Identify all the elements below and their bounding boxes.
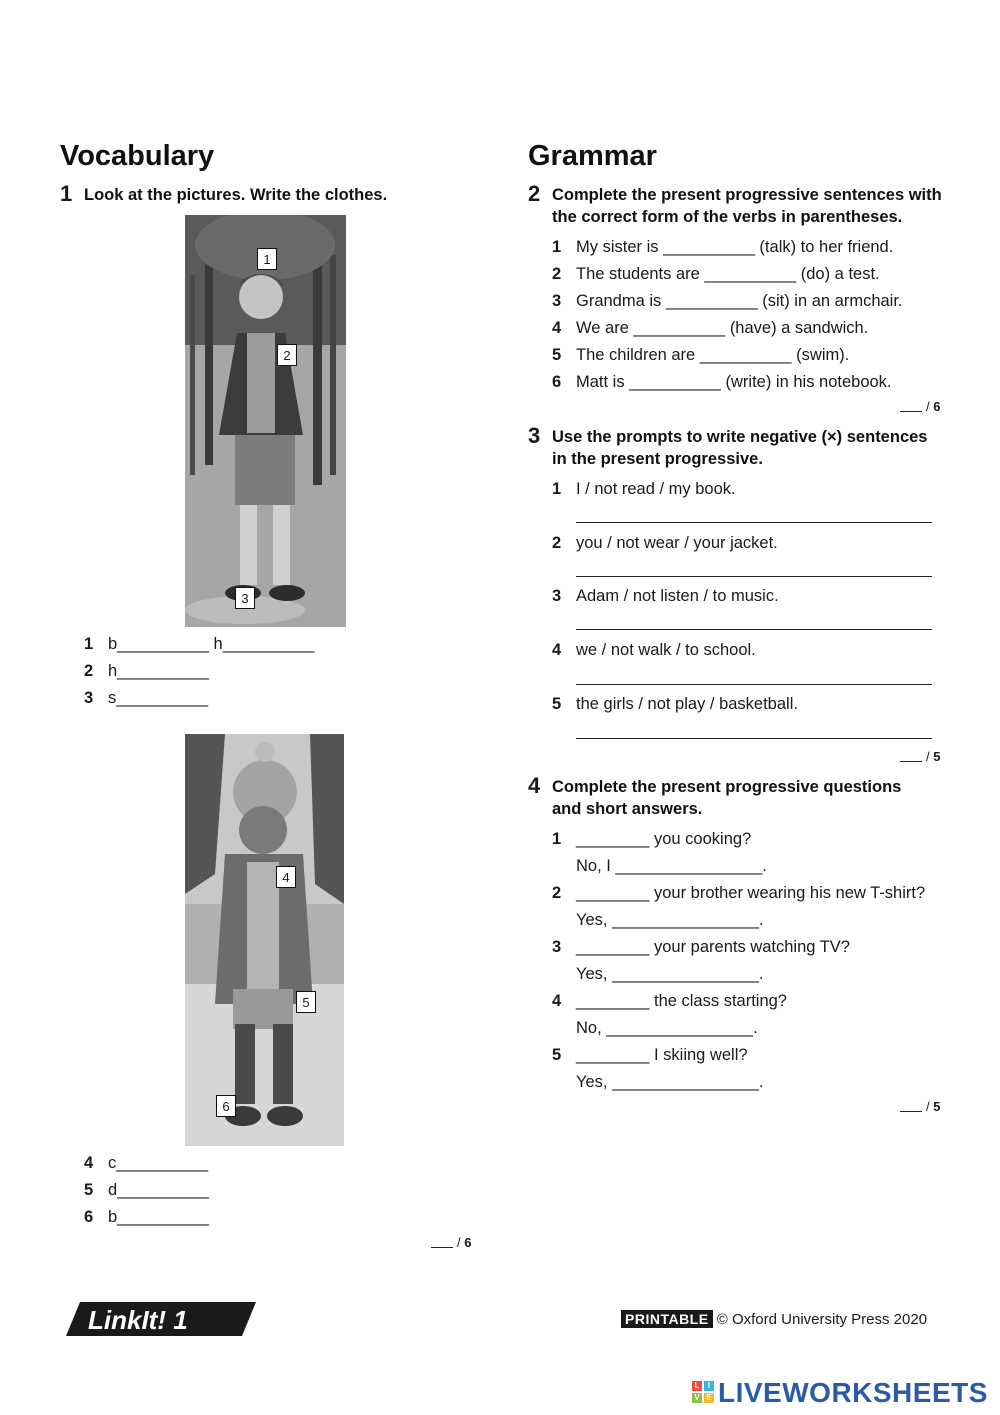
exercise-2-number: 2 [528, 181, 541, 206]
answer-line-3-5[interactable] [576, 738, 932, 739]
linkit-logo [66, 1300, 256, 1338]
exercise-1-number: 1 [60, 181, 73, 206]
grammar4-answer-4[interactable]: No, ________________. [576, 1019, 758, 1037]
exercise-3-number: 3 [528, 423, 541, 448]
exercise-4-number: 4 [528, 773, 541, 798]
printable-badge: PRINTABLE [621, 1310, 713, 1328]
grammar-heading: Grammar [528, 140, 657, 172]
exercise-2-instruction-line-2: the correct form of the verbs in parentheses. [552, 208, 903, 226]
grammar4-answer-1[interactable]: No, I ________________. [576, 857, 767, 875]
picture-label-5: 5 [296, 991, 316, 1013]
answer-line-3-1[interactable] [576, 522, 932, 523]
picture-label-4: 4 [276, 866, 296, 888]
boy-picture [185, 215, 346, 627]
exercise-4-instruction-line-1: Complete the present progressive questions [552, 778, 902, 796]
picture-label-3: 3 [235, 587, 255, 609]
liveworksheets-tile-icon: L I V E [692, 1381, 714, 1403]
girl-picture [185, 734, 344, 1146]
picture-label-1: 1 [257, 248, 277, 270]
exercise-4-instruction-line-2: and short answers. [552, 800, 703, 818]
answer-line-3-4[interactable] [576, 684, 932, 685]
svg-text:LinkIt! 1: LinkIt! 1 [88, 1305, 188, 1335]
grammar4-answer-2[interactable]: Yes, ________________. [576, 911, 764, 929]
exercise-1-score[interactable]: / 6 [431, 1235, 471, 1250]
grammar4-answer-5[interactable]: Yes, ________________. [576, 1073, 764, 1091]
exercise-2-instruction-line-1: Complete the present progressive sentences with [552, 186, 942, 204]
exercise-1-instruction: Look at the pictures. Write the clothes. [84, 186, 388, 204]
picture-label-6: 6 [216, 1095, 236, 1117]
answer-line-3-3[interactable] [576, 629, 932, 630]
copyright-line [621, 1311, 927, 1328]
grammar4-answer-3[interactable]: Yes, ________________. [576, 965, 764, 983]
exercise-3-score[interactable]: / 5 [900, 749, 940, 764]
exercise-3-instruction-line-1: Use the prompts to write negative (×) sentences [552, 428, 928, 446]
exercise-2-score[interactable]: / 6 [900, 399, 940, 414]
copyright-text: © Oxford University Press 2020 [716, 1311, 928, 1328]
vocabulary-heading: Vocabulary [60, 140, 215, 172]
liveworksheets-text: LIVEWORKSHEETS [718, 1377, 988, 1408]
answer-line-3-2[interactable] [576, 576, 932, 577]
picture-label-2: 2 [277, 344, 297, 366]
exercise-4-score[interactable]: / 5 [900, 1099, 940, 1114]
exercise-3-instruction-line-2: in the present progressive. [552, 450, 763, 468]
